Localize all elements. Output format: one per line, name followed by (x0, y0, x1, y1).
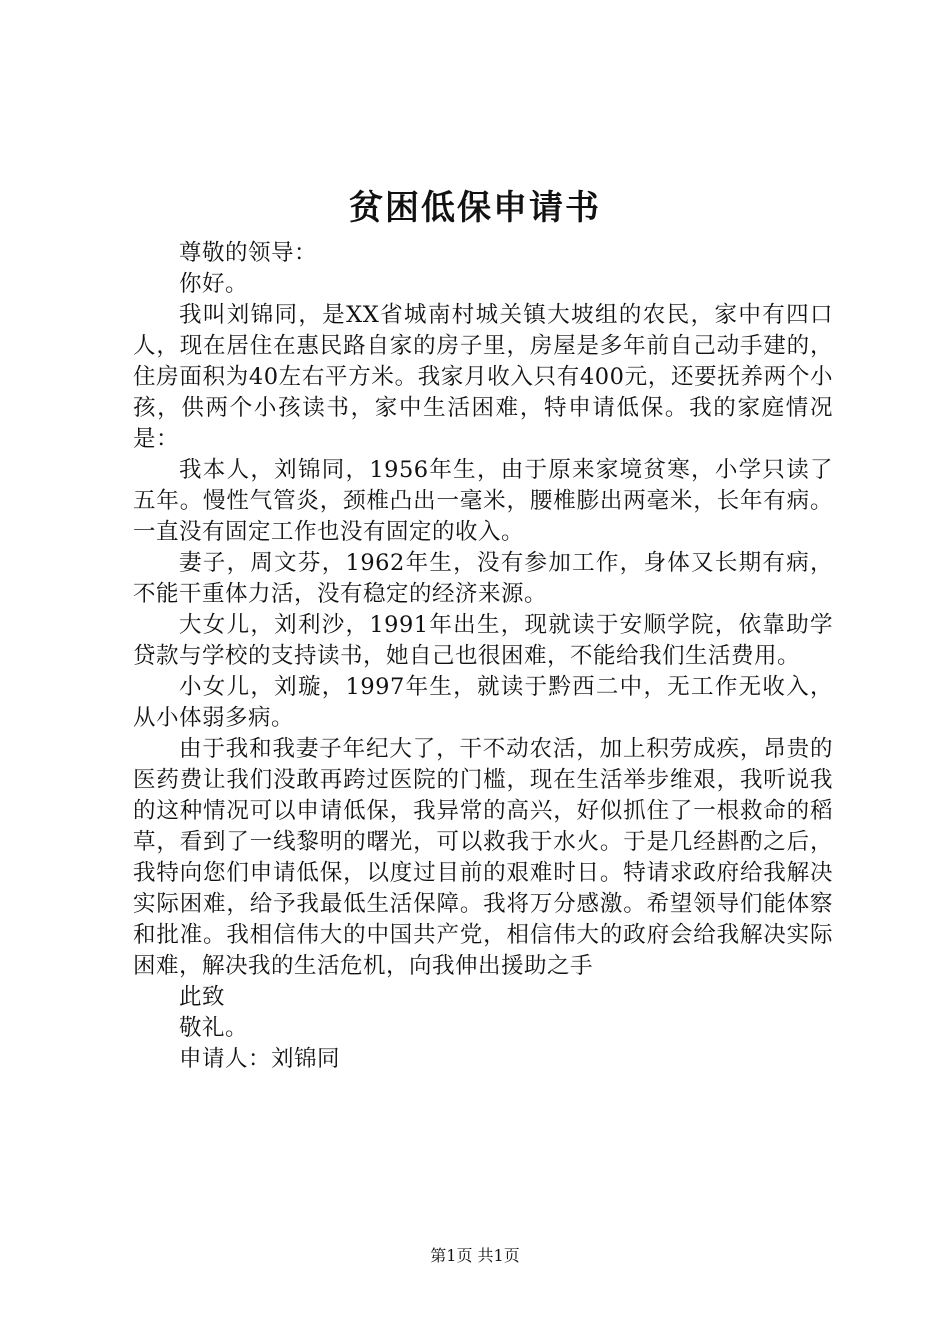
closing-line-1: 此致 (179, 984, 226, 1010)
applicant-signature: 申请人：刘锦同 (179, 1046, 341, 1072)
closing-line-2: 敬礼。 (179, 1015, 249, 1041)
document-title: 贫困低保申请书 (349, 188, 601, 228)
paragraph-younger-daughter: 小女儿，刘璇，1997年生，就读于黔西二中，无工作无收入，从小体弱多病。 (133, 674, 833, 731)
page-footer: 第1页 共1页 (430, 1246, 520, 1265)
paragraph-request: 由于我和我妻子年纪大了，干不动农活，加上积劳成疾，昂贵的医药费让我们没敢再跨过医院的门槛，现在生活举步维艰，我听说我的这种情况可以申请低保，我异常的高兴，好似抓住了一根救命的稻草，看到了一线黎明的曙光，可以救我于水火。于是几经斟酌之后，我特向您们申请低保，以度过目前的艰难时日。特请求政府给我解决实际困难，给予我最低生活保障。我将万分感激。希望领导们能体察和批准。我相信伟大的中国共产党，相信伟大的政府会给我解决实际困难，解决我的生活危机，向我伸出援助之手 (133, 736, 833, 979)
paragraph-intro: 我叫刘锦同，是XX省城南村城关镇大坡组的农民，家中有四口人，现在居住在惠民路自家的房子里，房屋是多年前自己动手建的，住房面积为40左右平方米。我家月收入只有400元，还要抚养两个小孩，供两个小孩读书，家中生活困难，特申请低保。我的家庭情况是： (133, 302, 833, 452)
paragraph-elder-daughter: 大女儿，刘利沙，1991年出生，现就读于安顺学院，依靠助学贷款与学校的支持读书，她自己也很困难，不能给我们生活费用。 (133, 612, 833, 669)
greeting: 你好。 (179, 271, 249, 297)
salutation: 尊敬的领导： (179, 240, 318, 266)
document-body (133, 238, 833, 1075)
paragraph-self: 我本人，刘锦同，1956年生，由于原来家境贫寒，小学只读了五年。慢性气管炎，颈椎凸出一毫米，腰椎膨出两毫米，长年有病。一直没有固定工作也没有固定的收入。 (133, 457, 833, 545)
paragraph-wife: 妻子，周文芬，1962年生，没有参加工作，身体又长期有病，不能干重体力活，没有稳定的经济来源。 (133, 550, 833, 607)
